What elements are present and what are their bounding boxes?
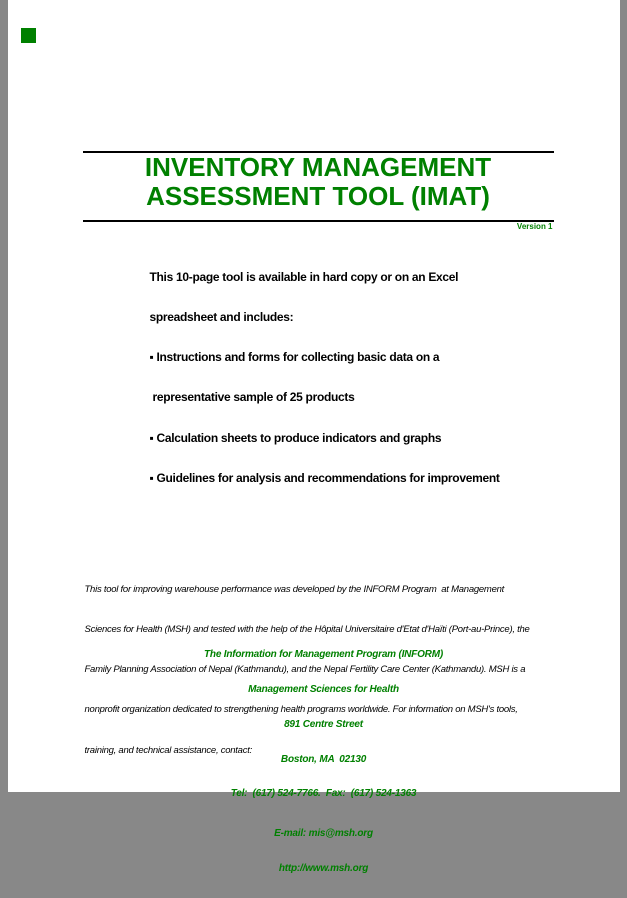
- footnote-line: nonprofit organization dedicated to strengthening health programs worldwide. For information on MSH's tools,: [85, 703, 530, 716]
- intro-bullet-continuation: representative sample of 25 products: [150, 391, 500, 404]
- contact-org-name: Management Sciences for Health: [18, 684, 627, 696]
- contact-street: 891 Centre Street: [18, 719, 627, 731]
- document-page: [8, 0, 620, 792]
- title-line-2: ASSESSMENT TOOL (IMAT): [83, 182, 554, 211]
- contact-block: [18, 626, 627, 898]
- title-line-1: INVENTORY MANAGEMENT: [83, 153, 554, 182]
- email-address: E-mail: mis@msh.org: [18, 828, 627, 840]
- footnote-line: training, and technical assistance, contact:: [85, 744, 530, 757]
- intro-bullet-line: ▪ Calculation sheets to produce indicators and graphs: [150, 432, 500, 445]
- version-label: Version 1: [83, 222, 553, 231]
- corner-green-square: [21, 28, 36, 43]
- contact-program-name: The Information for Management Program (INFORM): [18, 649, 627, 661]
- contact-phone-fax: Tel: (617) 524-7766. Fax: (617) 524-1363: [18, 788, 627, 800]
- intro-bullet-line: ▪ Guidelines for analysis and recommendations for improvement: [150, 472, 500, 485]
- footnote-line: Sciences for Health (MSH) and tested with the help of the Hôpital Universitaire d'Etat d'Haïti (Port-au-Prince), the: [85, 623, 530, 636]
- footnote-line: Family Planning Association of Nepal (Kathmandu), and the Nepal Fertility Care Center (Kathmandu). MSH is a: [85, 663, 530, 676]
- intro-bullet-line: ▪ Instructions and forms for collecting basic data on a: [150, 351, 500, 364]
- contact-city: Boston, MA 02130: [18, 754, 627, 766]
- document-title: [83, 153, 554, 211]
- intro-text-block: [150, 244, 500, 512]
- intro-line: This 10-page tool is available in hard copy or on an Excel: [150, 271, 500, 284]
- intro-line: spreadsheet and includes:: [150, 311, 500, 324]
- website-url: http://www.msh.org: [18, 863, 627, 875]
- footnote-line: This tool for improving warehouse performance was developed by the INFORM Program at Management: [85, 583, 530, 596]
